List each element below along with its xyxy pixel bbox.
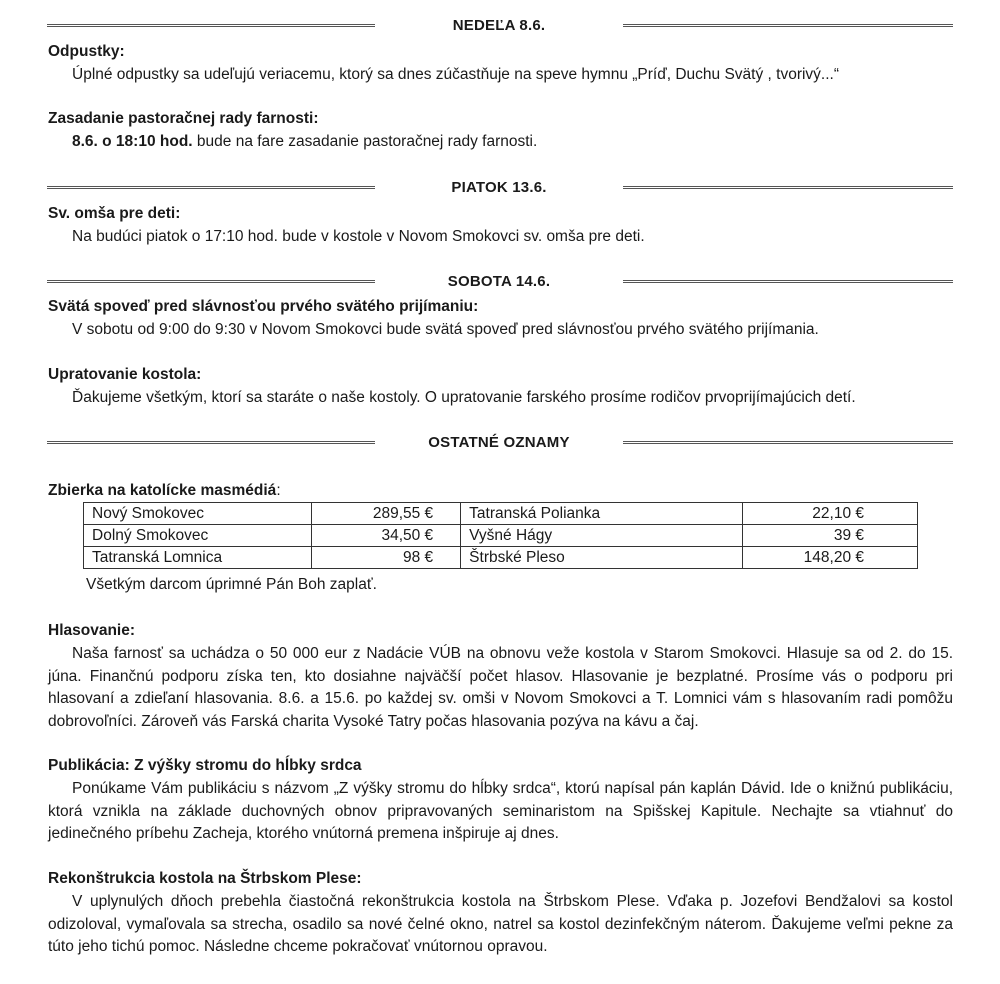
collection-heading-colon: : (276, 482, 281, 499)
parish-amount: 34,50 € (311, 525, 460, 547)
cleaning-text: Ďakujeme všetkým, ktorí sa staráte o naše kostoly. O upratovanie farského prosíme rodičov prvoprijímajúcich detí. (72, 389, 856, 406)
voting-text: Naša farnosť sa uchádza o 50 000 eur z Nadácie VÚB na obnovu veže kostola v Starom Smokovci. Hlasuje sa od 2. do 15. júna. Finančnú podporu získa ten, kto dosiahne najväčší počet hlasov. Hlasovanie je bezplatné. Prosíme vás o podporu pri hlasovaní a zdieľaní hlasovania. 8.6. a 15.6. po každej sv. omši v Novom Smokovci a T. Lomnici vám s hlasovaním radi pomôžu dobrovoľníci. Zároveň vás Farská charita Vysoké Tatry počas hlasovania pozýva na kávu a čaj. (48, 645, 953, 730)
divider-rule-left (47, 24, 375, 27)
divider-rule-right (623, 280, 953, 283)
divider-rule-left (47, 186, 375, 189)
section-title-saturday: SOBOTA 14.6. (447, 272, 551, 290)
parish-name: Nový Smokovec (84, 503, 312, 525)
parish-amount: 289,55 € (311, 503, 460, 525)
parish-name: Dolný Smokovec (84, 525, 312, 547)
section-divider-saturday (47, 270, 953, 292)
children-mass-heading: Sv. omša pre deti: (48, 205, 181, 222)
confession-text: V sobotu od 9:00 do 9:30 v Novom Smokovci bude svätá spoveď pred slávnosťou prvého svätého prijímania. (72, 321, 819, 338)
indulgences-text: Úplné odpustky sa udeľujú veriacemu, ktorý sa dnes zúčastňuje na speve hymnu „Príď, Duchu Svätý , tvorivý...“ (72, 66, 840, 83)
collection-heading-label: Zbierka na katolícke masmédiá (48, 482, 277, 499)
council-date: 8.6. o 18:10 hod. (72, 133, 193, 150)
table-row (84, 547, 918, 569)
publication-heading: Publikácia: Z výšky stromu do hĺbky srdca (48, 757, 362, 774)
council-text (72, 133, 537, 151)
confession-heading: Svätá spoveď pred slávnosťou prvého svätého prijímaniu: (48, 298, 479, 315)
parish-name: Vyšné Hágy (461, 525, 743, 547)
divider-rule-left (47, 280, 375, 283)
reconstruction-text: V uplynulých dňoch prebehla čiastočná rekonštrukcia kostola na Štrbskom Plese. Vďaka p. Jozefovi Bendžalovi sa kostol odizoloval, vymaľovala sa strecha, osadilo sa nové čelné okno, natrel sa kostol dezinfekčným náterom. Ďakujeme veľmi pekne za túto jeho tichú pomoc. Následne chceme pokračovať vnútornou opravou. (48, 893, 953, 955)
parish-amount: 39 € (742, 525, 917, 547)
parish-name: Tatranská Polianka (461, 503, 743, 525)
children-mass-text: Na budúci piatok o 17:10 hod. bude v kostole v Novom Smokovci sv. omša pre deti. (72, 228, 645, 245)
parish-amount: 148,20 € (742, 547, 917, 569)
cleaning-heading: Upratovanie kostola: (48, 366, 202, 383)
parish-name: Štrbské Pleso (461, 547, 743, 569)
parish-name: Tatranská Lomnica (84, 547, 312, 569)
section-divider-friday (47, 176, 953, 198)
table-row (84, 525, 918, 547)
section-title-sunday: NEDEĽA 8.6. (452, 16, 546, 34)
reconstruction-heading: Rekonštrukcia kostola na Štrbskom Plese: (48, 870, 362, 887)
parish-amount: 22,10 € (742, 503, 917, 525)
collection-table (83, 502, 918, 569)
section-title-friday: PIATOK 13.6. (451, 178, 547, 196)
section-divider-sunday (47, 14, 953, 36)
collection-thanks: Všetkým darcom úprimné Pán Boh zaplať. (86, 576, 377, 593)
divider-rule-right (623, 441, 953, 444)
indulgences-heading: Odpustky: (48, 43, 125, 60)
publication-text: Ponúkame Vám publikáciu s názvom „Z výšky stromu do hĺbky srdca“, ktorú napísal pán kaplán Dávid. Ide o knižnú publikáciu, ktorá vznikla na základe duchovných obnov pripravovaných seminaristom na Spišskej Kapitule. Nechajte sa vtiahnuť do jedinečného príbehu Zacheja, ktorého vnútorná premena inšpiruje aj dnes. (48, 780, 953, 842)
section-title-other: OSTATNÉ OZNAMY (428, 433, 570, 451)
collection-heading (48, 482, 281, 500)
table-row (84, 503, 918, 525)
parish-amount: 98 € (311, 547, 460, 569)
council-heading: Zasadanie pastoračnej rady farnosti: (48, 110, 319, 127)
divider-rule-right (623, 24, 953, 27)
divider-rule-right (623, 186, 953, 189)
divider-rule-left (47, 441, 375, 444)
section-divider-other (47, 431, 953, 453)
voting-heading: Hlasovanie: (48, 622, 136, 639)
council-description: bude na fare zasadanie pastoračnej rady farnosti. (192, 133, 538, 150)
